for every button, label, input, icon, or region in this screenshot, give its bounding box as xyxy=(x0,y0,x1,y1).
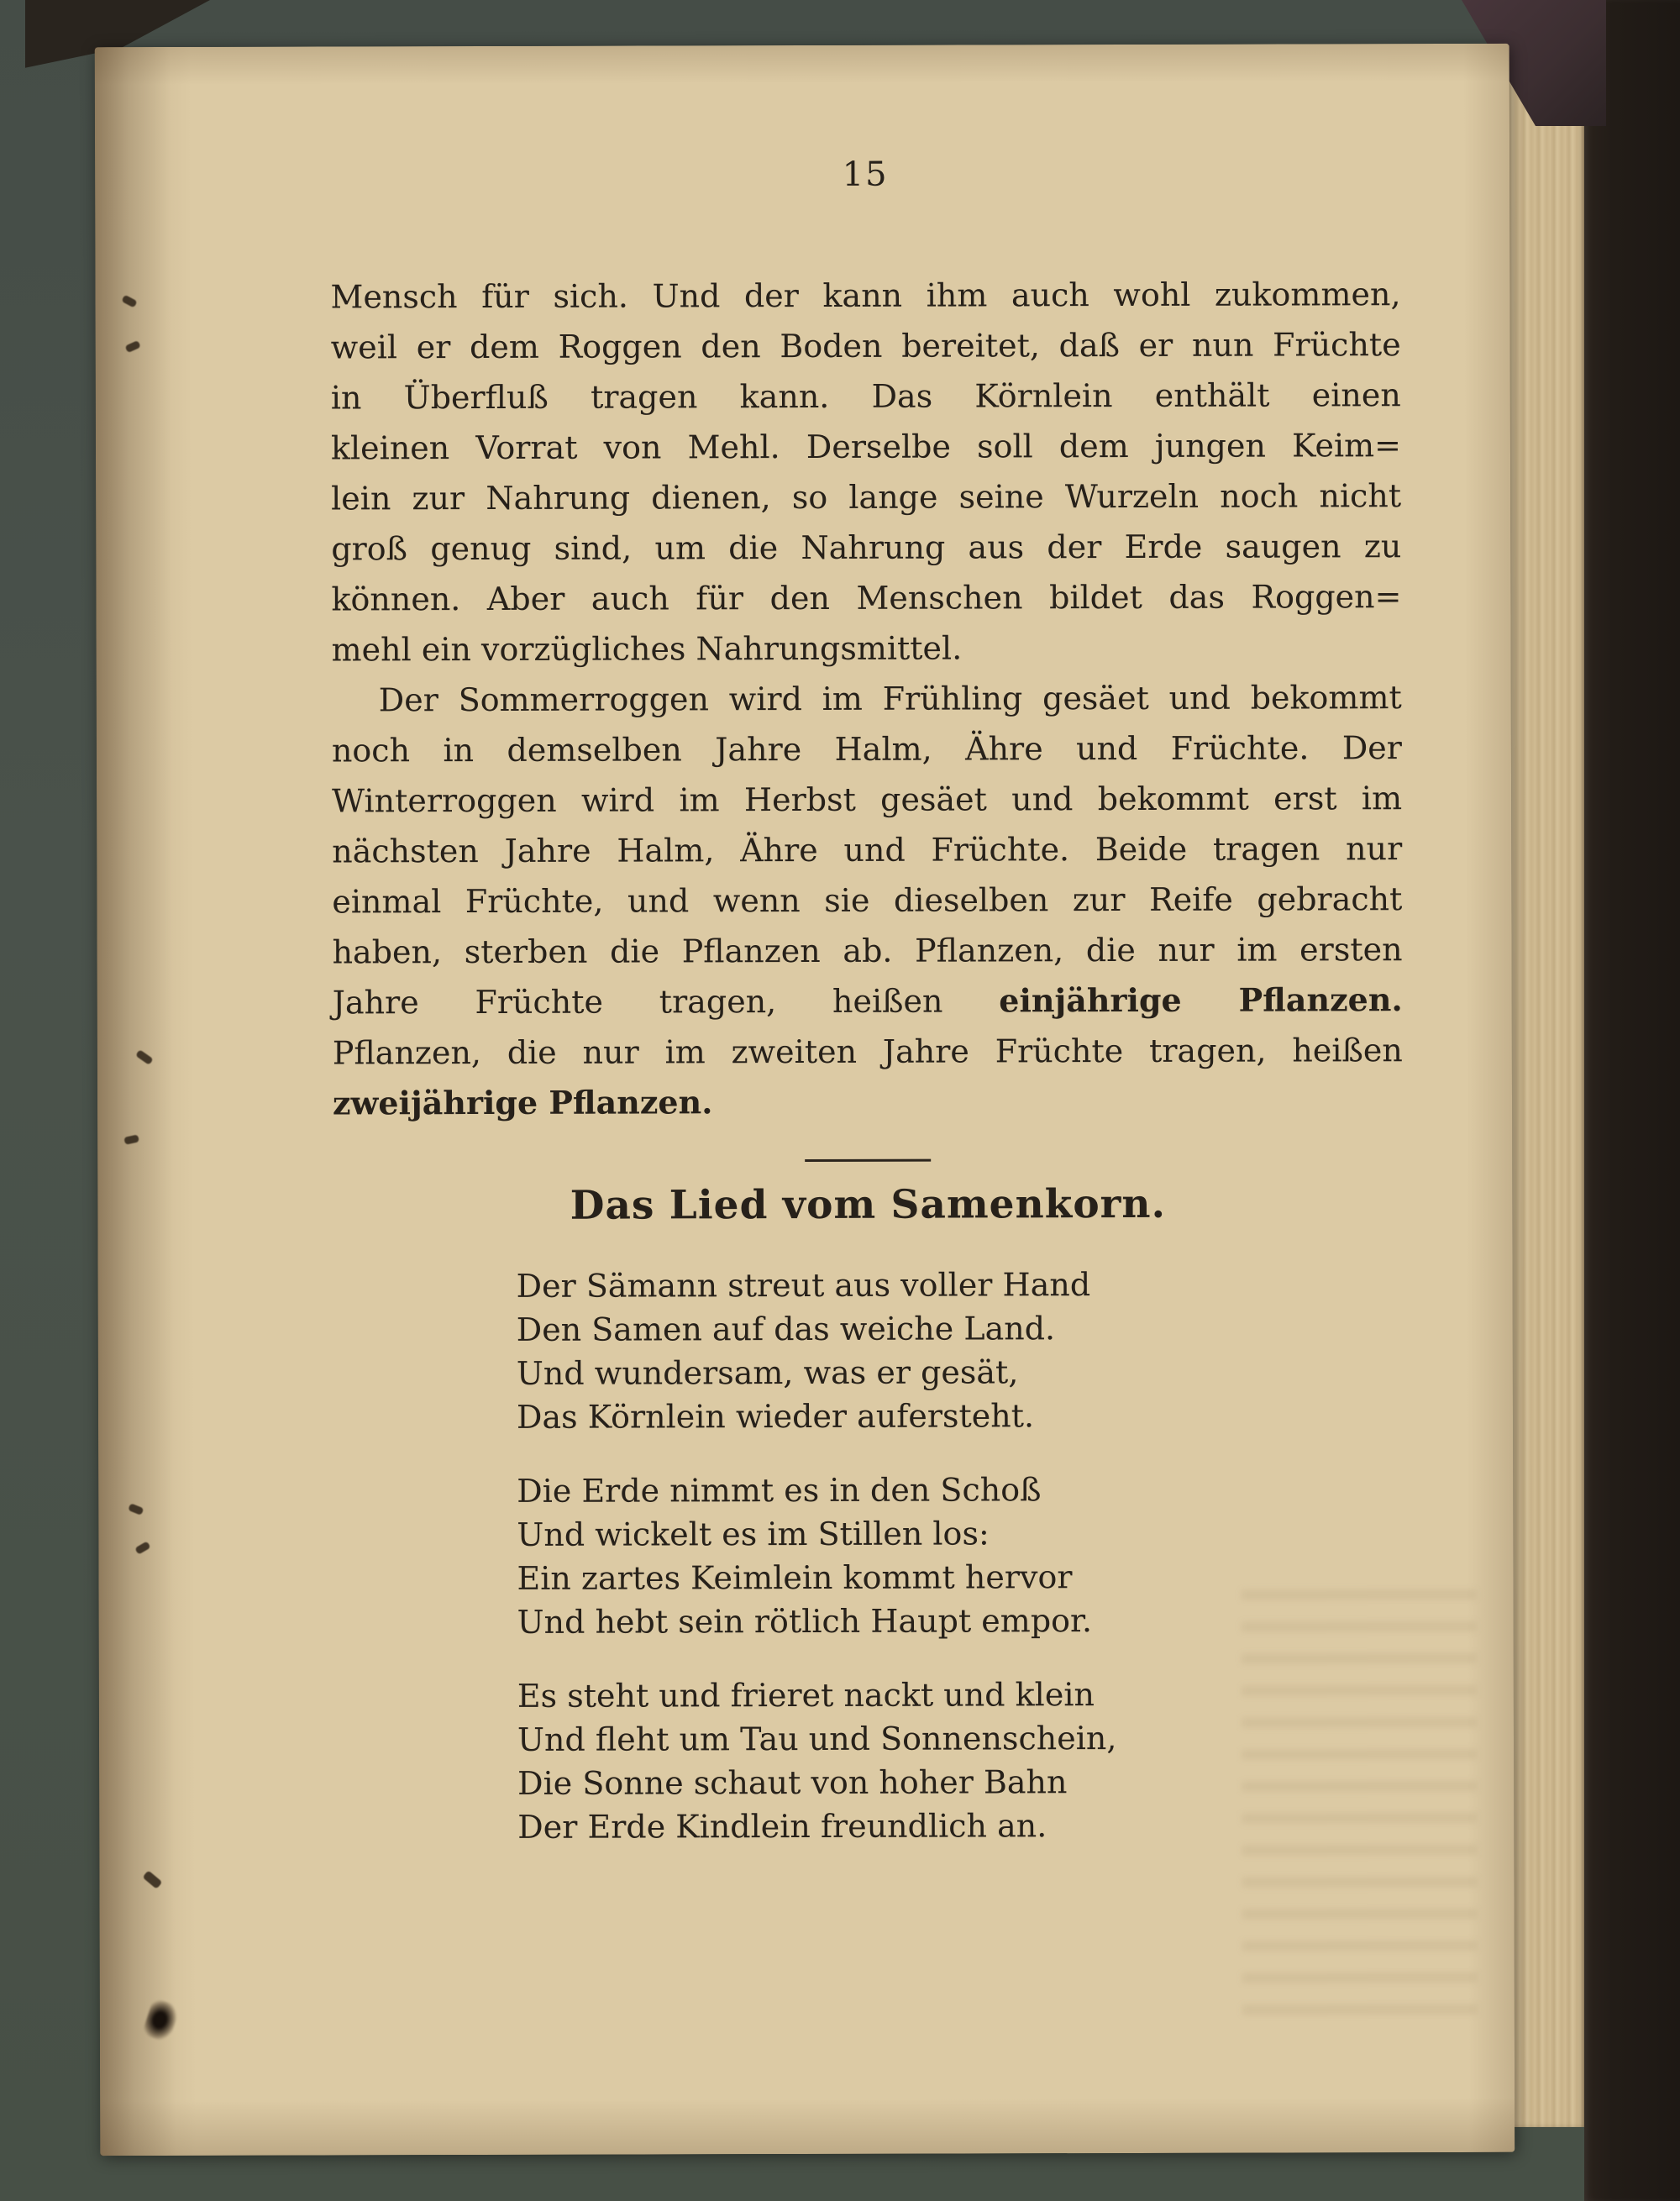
poem-stanza xyxy=(517,1467,1404,1644)
poem-line: Und wundersam, was er gesät, xyxy=(516,1353,1019,1392)
text-line xyxy=(333,974,1403,1027)
section-divider xyxy=(805,1159,931,1162)
poem-line: Und fleht um Tau und Sonnenschein, xyxy=(517,1720,1117,1758)
text-line: nächsten Jahre Halm, Ähre und Früchte. Beide tragen nur xyxy=(332,830,1403,870)
text-line: groß genug sind, um die Nahrung aus der Erde saugen zu xyxy=(331,528,1402,568)
poem-stanza xyxy=(517,1262,1404,1439)
poem-line: Und wickelt es im Stillen los: xyxy=(517,1515,990,1553)
book-cover-right xyxy=(1584,0,1680,2201)
page-edges xyxy=(1505,67,1586,2127)
text-line: in Überfluß tragen kann. Das Körnlein enthält einen xyxy=(330,376,1401,417)
text-line: kleinen Vorrat von Mehl. Derselbe soll dem jungen Keim= xyxy=(330,427,1402,467)
text-line: haben, sterben die Pflanzen ab. Pflanzen, die nur im ersten xyxy=(332,931,1403,971)
page-content xyxy=(95,44,1515,1850)
poem-line: Es steht und frieret nackt und klein xyxy=(517,1676,1095,1715)
stitch-mark xyxy=(142,1870,162,1889)
paragraph-roggen xyxy=(330,269,1401,675)
text-line: können. Aber auch für den Menschen bildet das Roggen= xyxy=(331,578,1402,618)
text-line: Der Sommerroggen wird im Frühling gesäet und bekommt xyxy=(378,679,1402,719)
poem-line: Das Körnlein wieder aufersteht. xyxy=(516,1397,1035,1436)
ink-stain xyxy=(142,1998,181,2043)
poem-line: Der Sämann streut aus voller Hand xyxy=(516,1266,1091,1305)
poem-line: Den Samen auf das weiche Land. xyxy=(516,1310,1056,1348)
emphasized-term: einjährige Pflanzen. xyxy=(999,980,1403,1020)
poem-line: Ein zartes Keimlein kommt hervor xyxy=(517,1558,1073,1597)
text-line: Mensch für sich. Und der kann ihm auch wohl zukommen, xyxy=(330,276,1401,316)
poem-title: Das Lied vom Samenkorn. xyxy=(570,1180,1167,1229)
text-line: Pflanzen, die nur im zweiten Jahre Früchte tragen, heißen xyxy=(332,1032,1403,1072)
text-line: noch in demselben Jahre Halm, Ähre und Früchte. Der xyxy=(331,729,1402,770)
text-line: lein zur Nahrung dienen, so lange seine Wurzeln noch nicht xyxy=(331,477,1402,517)
poem-stanza xyxy=(517,1672,1405,1849)
text-segment: Jahre Früchte tragen, heißen xyxy=(332,982,943,1022)
text-line: mehl ein vorzügliches Nahrungsmittel. xyxy=(331,629,963,669)
book-page xyxy=(95,44,1515,2156)
poem-line: Die Erde nimmt es in den Schoß xyxy=(517,1471,1042,1510)
poem-line: Die Sonne schaut von hoher Bahn xyxy=(517,1763,1068,1802)
text-line: weil er dem Roggen den Boden bereitet, daß er nun Früchte xyxy=(330,326,1401,366)
page-number: 15 xyxy=(842,155,889,194)
poem xyxy=(333,1262,1405,1849)
text-line: Winterroggen wird im Herbst gesäet und bekommt erst im xyxy=(332,780,1403,820)
paragraph-sommer-winterroggen xyxy=(332,672,1403,1128)
poem-line: Und hebt sein rötlich Haupt empor. xyxy=(517,1602,1093,1641)
emphasized-term: zweijährige Pflanzen. xyxy=(332,1083,713,1122)
poem-line: Der Erde Kindlein freundlich an. xyxy=(517,1807,1047,1846)
text-line: einmal Früchte, und wenn sie dieselben zur Reife gebracht xyxy=(332,880,1403,921)
